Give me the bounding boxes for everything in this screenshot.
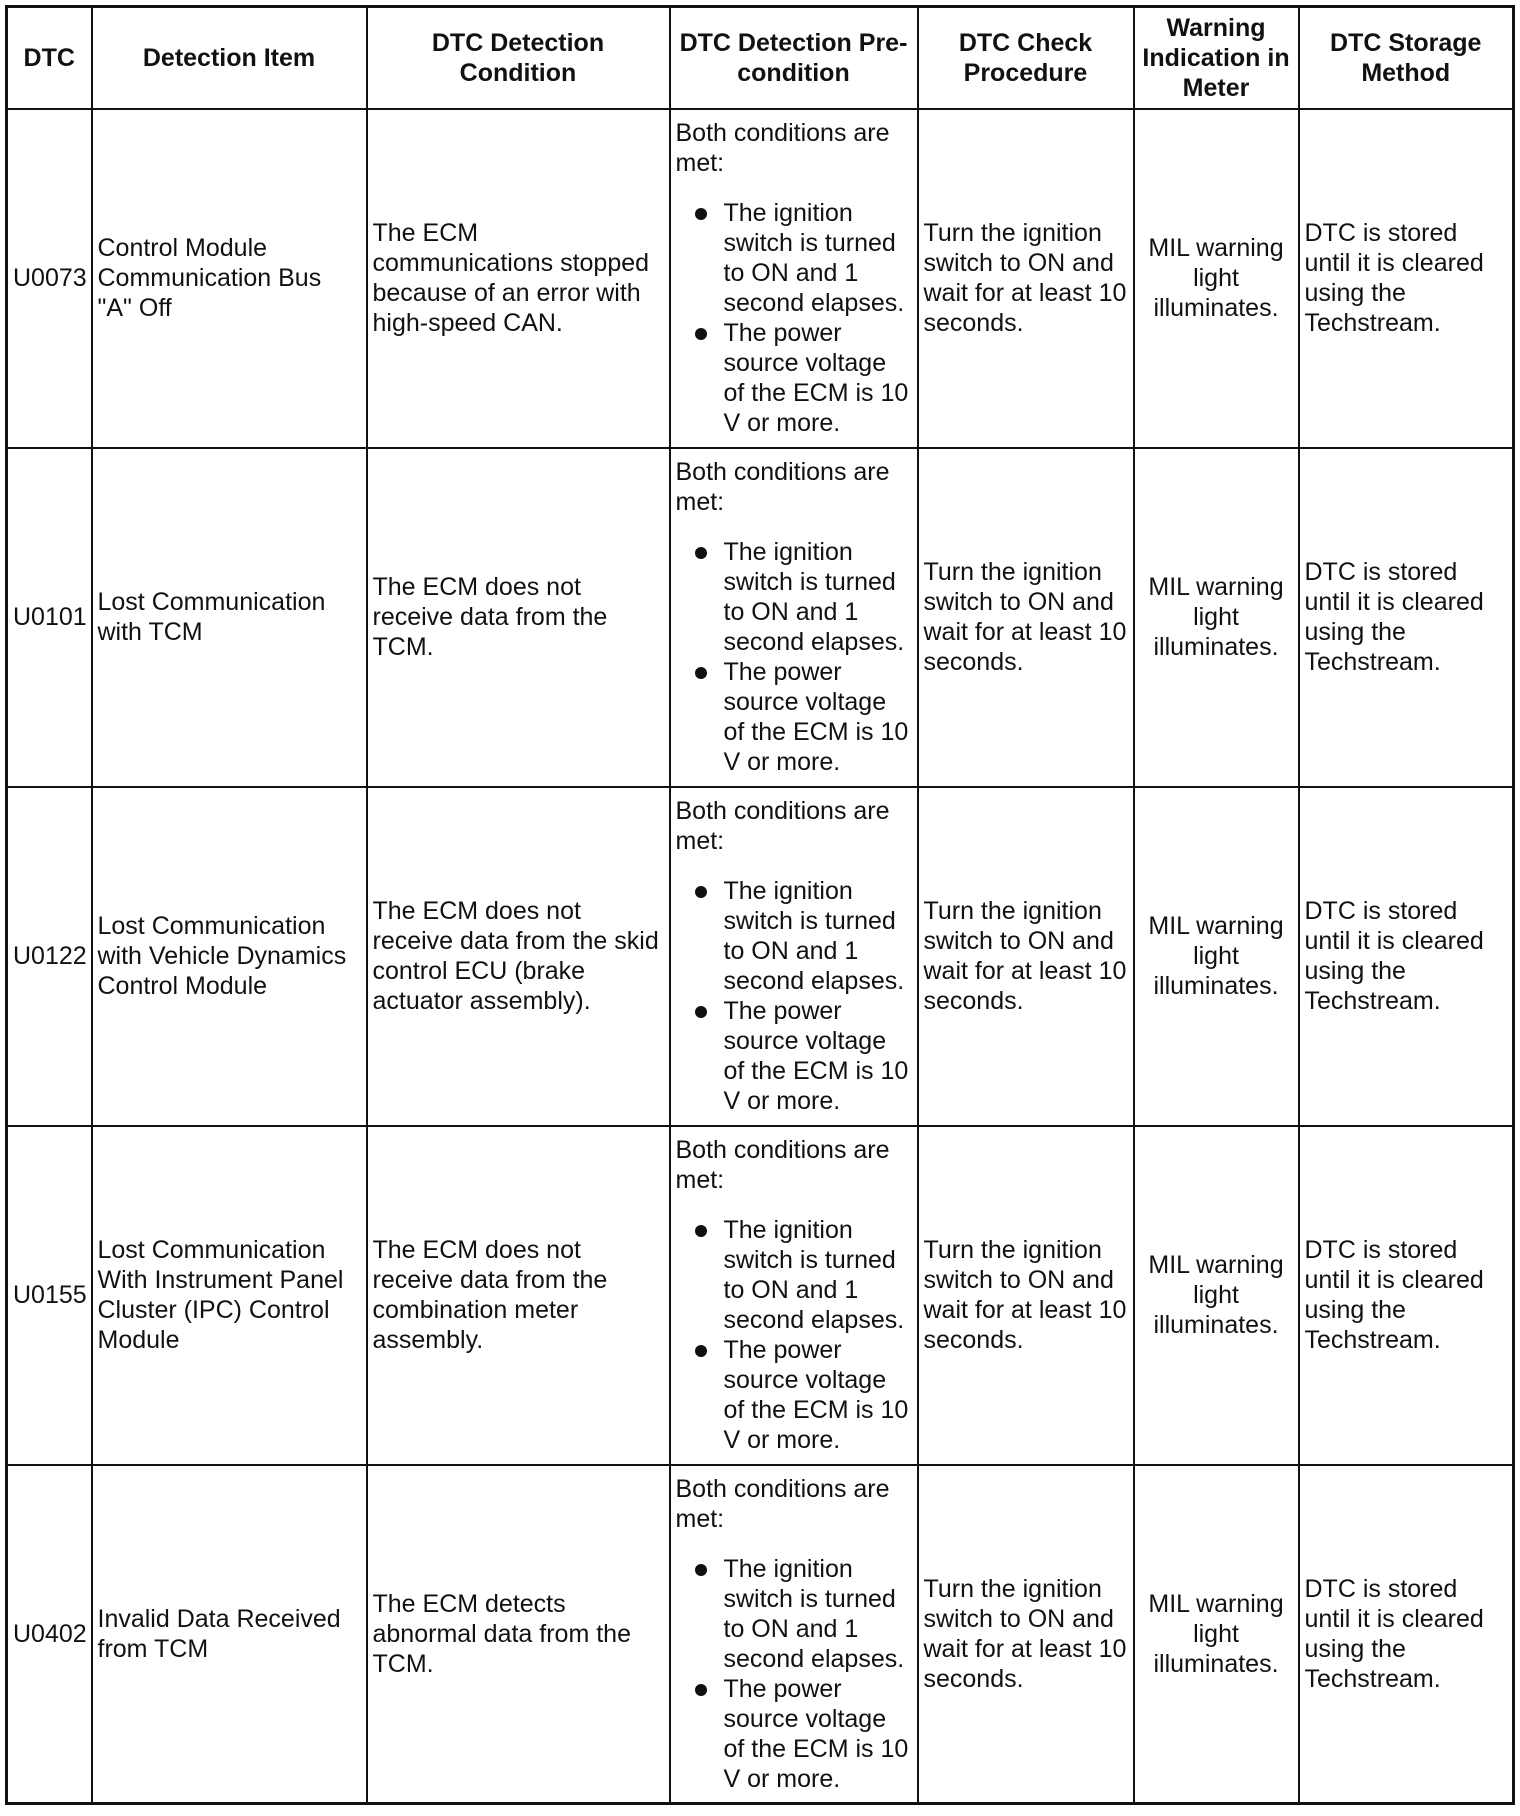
precondition-list <box>676 537 912 777</box>
bullet-icon <box>695 667 707 679</box>
header-dtc: DTC <box>7 7 92 109</box>
header-detection-item: Detection Item <box>92 7 367 109</box>
bullet-icon <box>695 1006 707 1018</box>
precondition-item <box>676 318 912 438</box>
detection-item: Invalid Data Received from TCM <box>92 1465 367 1804</box>
precondition-text: The ignition switch is turned to ON and 1 second elapses. <box>723 1216 905 1334</box>
table-row <box>7 1126 1514 1465</box>
detection-precondition <box>670 1465 918 1804</box>
detection-precondition <box>670 787 918 1126</box>
detection-precondition <box>670 1126 918 1465</box>
warning-indication: MIL warning light illuminates. <box>1134 787 1299 1126</box>
precondition-text: The power source voltage of the ECM is 10 V or more. <box>723 1674 909 1793</box>
bullet-icon <box>695 208 707 220</box>
bullet-icon <box>695 1684 707 1696</box>
dtc-code: U0155 <box>7 1126 92 1465</box>
header-storage-method: DTC Storage Method <box>1299 7 1514 109</box>
table-row <box>7 787 1514 1126</box>
precondition-text: The power source voltage of the ECM is 10 V or more. <box>723 997 909 1115</box>
check-procedure: Turn the ignition switch to ON and wait for at least 10 seconds. <box>918 448 1134 787</box>
header-detection-precondition: DTC Detection Pre-condition <box>670 7 918 109</box>
storage-method: DTC is stored until it is cleared using the Techstream. <box>1299 787 1514 1126</box>
bullet-icon <box>695 1345 707 1357</box>
precondition-intro: Both conditions are met: <box>675 119 890 177</box>
detection-condition: The ECM does not receive data from the TCM. <box>367 448 670 787</box>
precondition-item <box>676 657 912 777</box>
dtc-table <box>5 5 1515 1805</box>
precondition-text: The power source voltage of the ECM is 10 V or more. <box>723 658 909 776</box>
dtc-code: U0402 <box>7 1465 92 1804</box>
precondition-text: The power source voltage of the ECM is 10 V or more. <box>723 1336 909 1454</box>
detection-condition: The ECM communications stopped because of an error with high-speed CAN. <box>367 109 670 448</box>
detection-precondition <box>670 109 918 448</box>
storage-method: DTC is stored until it is cleared using the Techstream. <box>1299 1126 1514 1465</box>
detection-condition: The ECM detects abnormal data from the TCM. <box>367 1465 670 1804</box>
precondition-list <box>676 1215 912 1455</box>
bullet-icon <box>695 547 707 559</box>
precondition-intro: Both conditions are met: <box>675 797 890 855</box>
precondition-intro: Both conditions are met: <box>675 1136 890 1194</box>
precondition-list <box>676 198 912 438</box>
detection-item: Lost Communication with TCM <box>92 448 367 787</box>
table-row <box>7 109 1514 448</box>
precondition-item <box>676 996 912 1116</box>
precondition-intro: Both conditions are met: <box>675 1474 890 1533</box>
precondition-item <box>676 1335 912 1455</box>
precondition-intro: Both conditions are met: <box>675 458 890 516</box>
detection-condition: The ECM does not receive data from the skid control ECU (brake actuator assembly). <box>367 787 670 1126</box>
warning-indication: MIL warning light illuminates. <box>1134 109 1299 448</box>
detection-item: Control Module Communication Bus "A" Off <box>92 109 367 448</box>
detection-item: Lost Communication with Vehicle Dynamics Control Module <box>92 787 367 1126</box>
detection-precondition <box>670 448 918 787</box>
precondition-text: The ignition switch is turned to ON and 1 second elapses. <box>723 199 905 317</box>
bullet-icon <box>695 886 707 898</box>
header-detection-condition: DTC Detection Condition <box>367 7 670 109</box>
dtc-code: U0101 <box>7 448 92 787</box>
check-procedure: Turn the ignition switch to ON and wait for at least 10 seconds. <box>918 1126 1134 1465</box>
storage-method: DTC is stored until it is cleared using the Techstream. <box>1299 109 1514 448</box>
header-row <box>7 7 1514 109</box>
bullet-icon <box>695 328 707 340</box>
detection-item: Lost Communication With Instrument Panel Cluster (IPC) Control Module <box>92 1126 367 1465</box>
dtc-code: U0073 <box>7 109 92 448</box>
precondition-text: The ignition switch is turned to ON and 1 second elapses. <box>723 538 905 656</box>
precondition-item <box>676 1554 912 1674</box>
check-procedure: Turn the ignition switch to ON and wait for at least 10 seconds. <box>918 1465 1134 1804</box>
storage-method: DTC is stored until it is cleared using the Techstream. <box>1299 1465 1514 1804</box>
precondition-text: The ignition switch is turned to ON and 1 second elapses. <box>723 877 905 995</box>
check-procedure: Turn the ignition switch to ON and wait for at least 10 seconds. <box>918 109 1134 448</box>
storage-method: DTC is stored until it is cleared using the Techstream. <box>1299 448 1514 787</box>
check-procedure: Turn the ignition switch to ON and wait for at least 10 seconds. <box>918 787 1134 1126</box>
header-check-procedure: DTC Check Procedure <box>918 7 1134 109</box>
precondition-item <box>676 1674 912 1794</box>
table-row <box>7 448 1514 787</box>
precondition-text: The power source voltage of the ECM is 10 V or more. <box>723 319 909 437</box>
warning-indication: MIL warning light illuminates. <box>1134 1126 1299 1465</box>
bullet-icon <box>695 1564 707 1576</box>
warning-indication: MIL warning light illuminates. <box>1134 1465 1299 1804</box>
precondition-item <box>676 876 912 996</box>
precondition-item <box>676 1215 912 1335</box>
precondition-text: The ignition switch is turned to ON and 1 second elapses. <box>723 1554 905 1673</box>
dtc-code: U0122 <box>7 787 92 1126</box>
warning-indication: MIL warning light illuminates. <box>1134 448 1299 787</box>
header-warning-indication: Warning Indication in Meter <box>1134 7 1299 109</box>
precondition-list <box>676 876 912 1116</box>
precondition-item <box>676 537 912 657</box>
precondition-list <box>676 1554 912 1794</box>
table-row <box>7 1465 1514 1804</box>
precondition-item <box>676 198 912 318</box>
bullet-icon <box>695 1225 707 1237</box>
detection-condition: The ECM does not receive data from the combination meter assembly. <box>367 1126 670 1465</box>
